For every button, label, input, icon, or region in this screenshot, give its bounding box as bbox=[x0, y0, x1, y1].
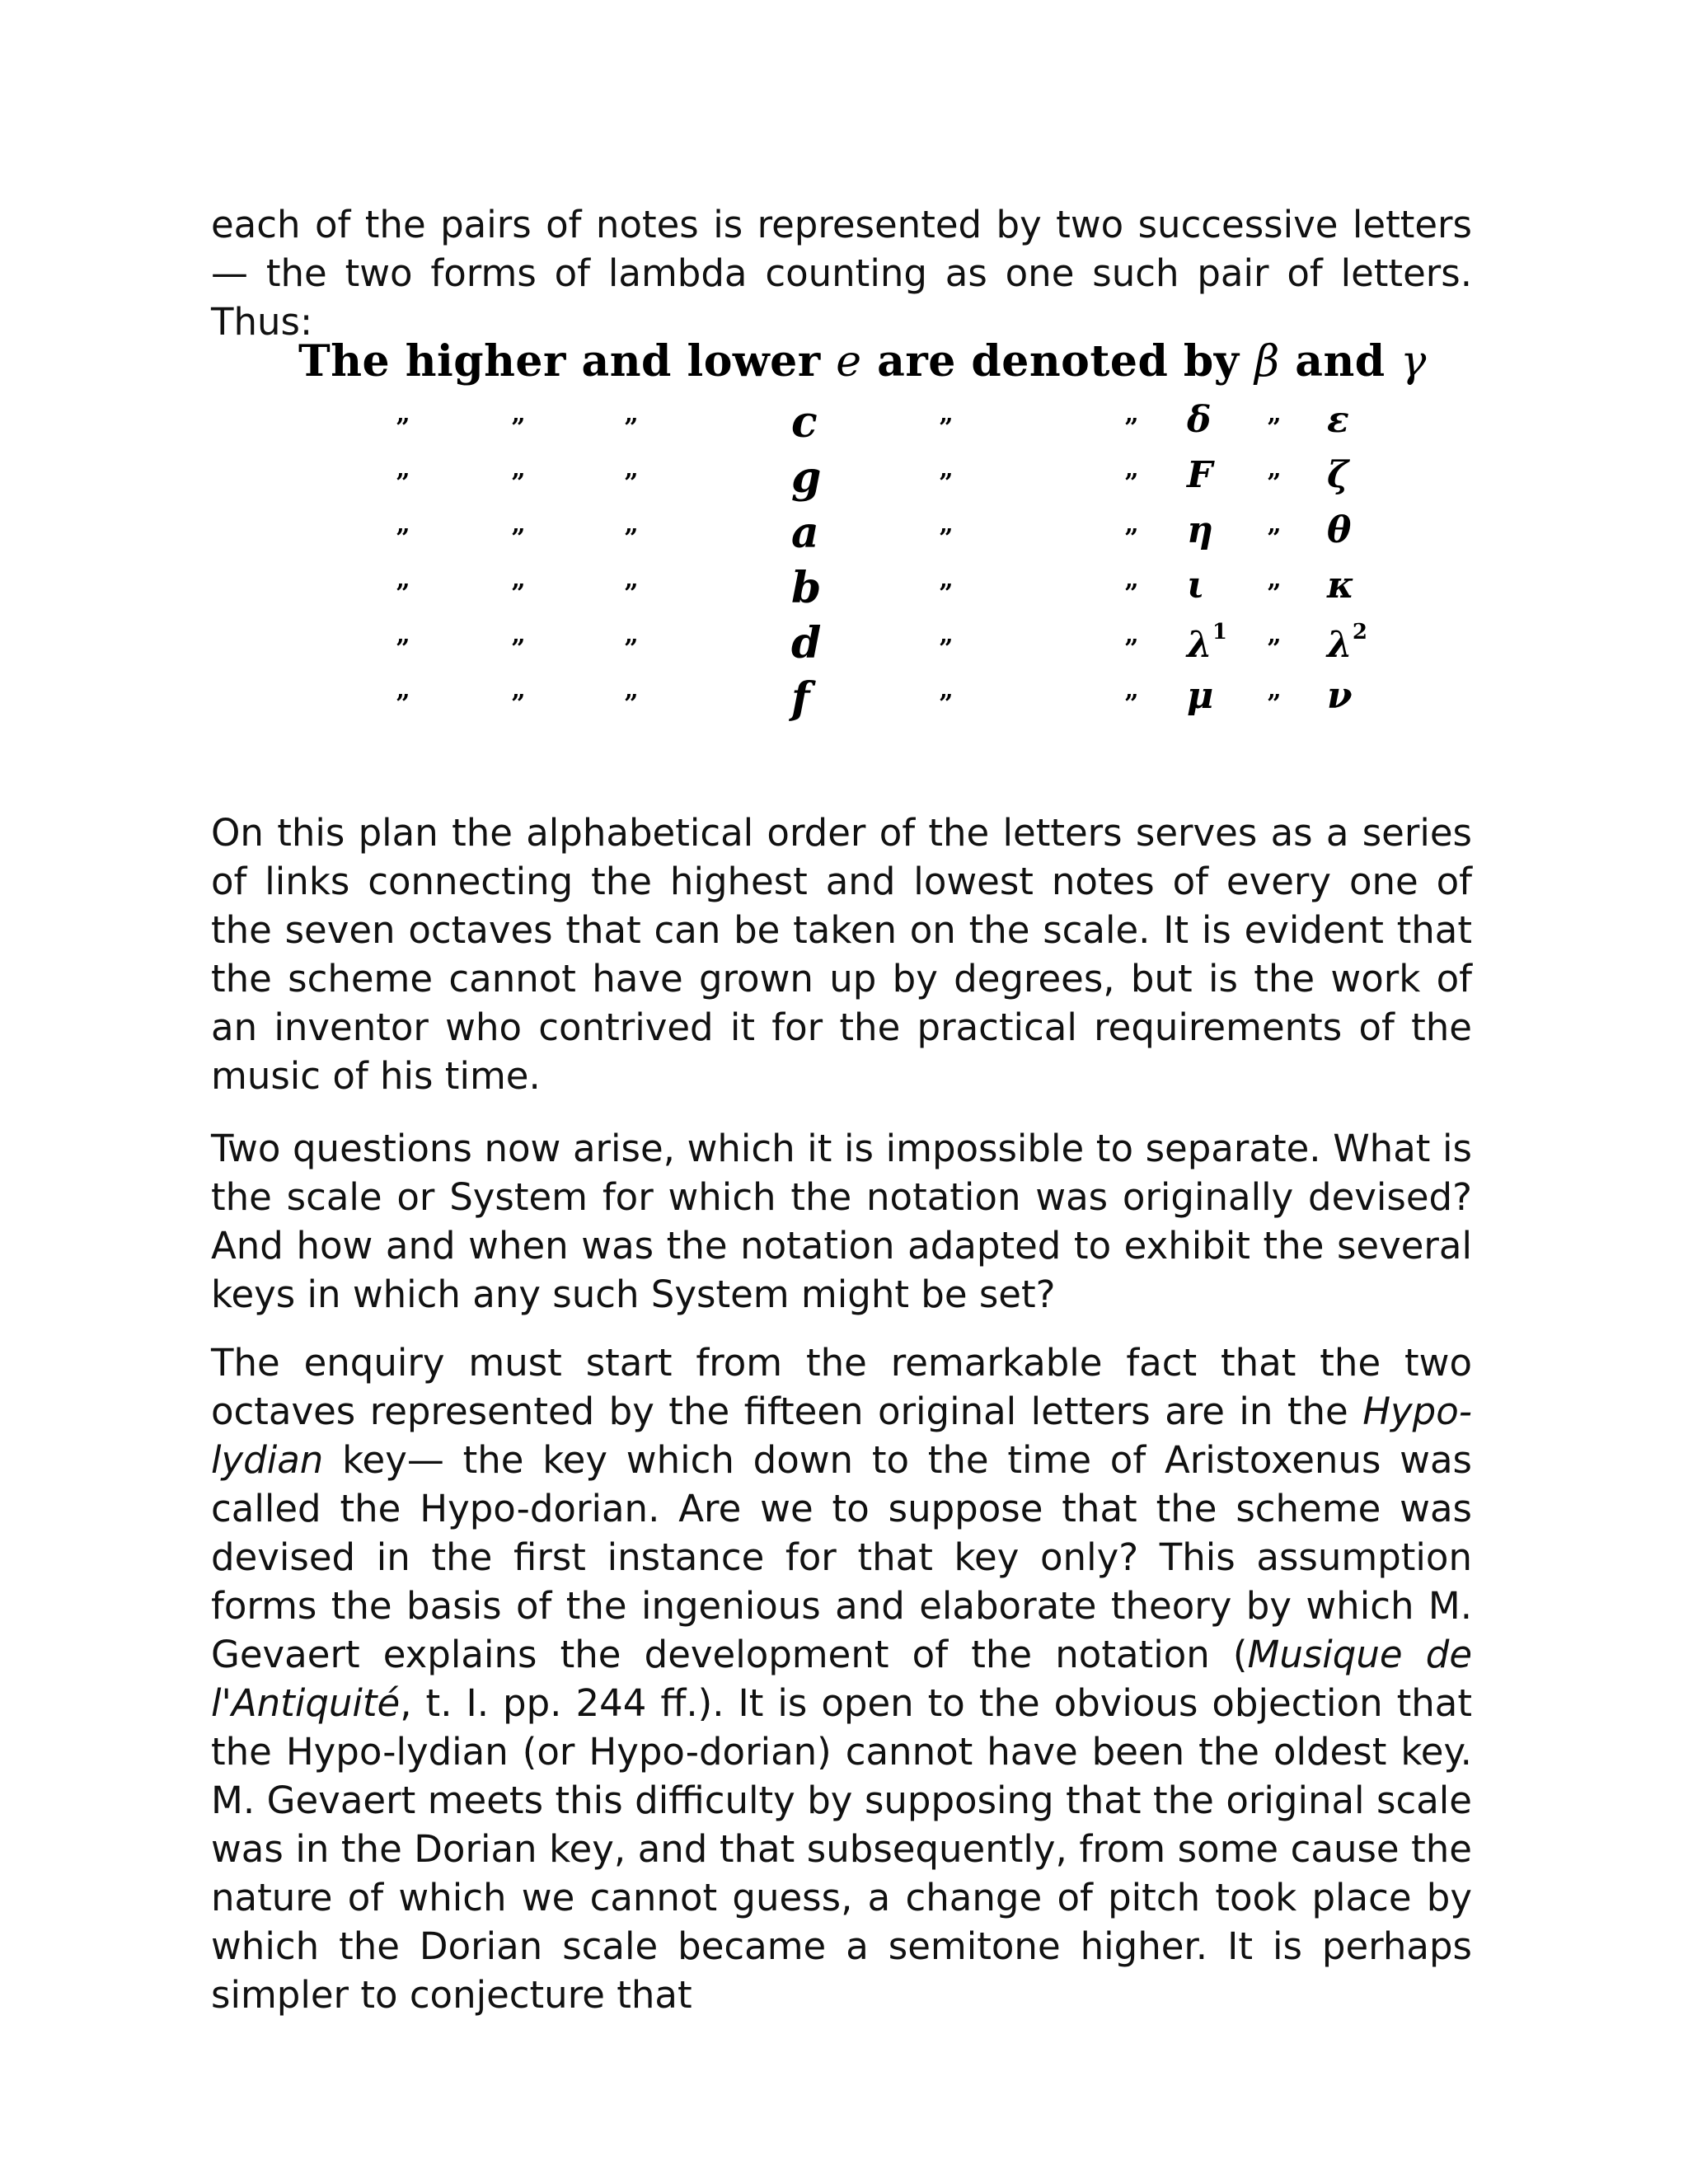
enquiry-text-3: , t. I. pp. 244 ff.). It is open to the obvious objection that the Hypo-lydian (or Hypo-dorian) cannot have been the oldest key. M. Gevaert meets this difficulty by supposing that the original scale was in the Dorian key, and that subsequently, from some cause the nature of which we cannot guess, a change of pitch took place by which the Dorian scale became a semitone higher. It is perhaps simpler to conjecture that bbox=[211, 1681, 1472, 2017]
notation-table bbox=[298, 336, 1427, 732]
ditto-mark: ” bbox=[939, 524, 954, 553]
ditto-mark: ” bbox=[939, 579, 954, 608]
ditto-mark: ” bbox=[511, 469, 526, 498]
ditto-mark: ” bbox=[1124, 579, 1139, 608]
higher-notation-letter bbox=[1187, 620, 1227, 666]
enquiry-italic-key: Hypo-lydian bbox=[211, 1390, 1472, 1482]
lower-notation-letter-base: ν bbox=[1327, 675, 1353, 717]
ditto-mark: ” bbox=[1267, 469, 1282, 498]
ditto-mark: ” bbox=[1124, 414, 1139, 443]
ditto-mark: ” bbox=[396, 635, 410, 663]
heading-lead: The higher and lower bbox=[298, 336, 837, 387]
lower-notation-letter-superscript: 2 bbox=[1352, 620, 1367, 644]
paragraph-enquiry bbox=[211, 1338, 1472, 2019]
ditto-mark: ” bbox=[396, 469, 410, 498]
lower-notation-letter-base: λ bbox=[1327, 624, 1353, 666]
paragraph-questions: Two questions now arise, which it is impossible to separate. What is the scale or System for which the notation was originally devised? And how and when was the notation adapted to exhibit the several keys in which any such System might be set? bbox=[211, 1127, 1472, 1316]
higher-notation-letter-base: δ bbox=[1187, 399, 1212, 441]
lower-notation-letter bbox=[1327, 565, 1354, 607]
ditto-mark: ” bbox=[939, 690, 954, 719]
table-row bbox=[298, 673, 1386, 728]
ditto-mark: ” bbox=[1124, 469, 1139, 498]
heading-note: e bbox=[836, 337, 862, 387]
higher-notation-letter-superscript: 1 bbox=[1212, 620, 1227, 644]
ditto-mark: ” bbox=[939, 414, 954, 443]
higher-notation-letter-base: F bbox=[1187, 454, 1213, 496]
table-heading bbox=[298, 336, 1427, 387]
table-row bbox=[298, 563, 1386, 617]
higher-notation-letter-base: ι bbox=[1187, 565, 1205, 607]
heading-and: and bbox=[1279, 336, 1401, 387]
lower-notation-letter bbox=[1327, 454, 1348, 496]
ditto-mark: ” bbox=[1267, 579, 1282, 608]
ditto-mark: ” bbox=[511, 579, 526, 608]
higher-notation-letter-base: μ bbox=[1187, 675, 1214, 717]
ditto-mark: ” bbox=[1124, 635, 1139, 663]
ditto-mark: ” bbox=[511, 690, 526, 719]
ditto-mark: ” bbox=[396, 579, 410, 608]
lower-notation-letter bbox=[1327, 620, 1367, 666]
paragraph-plan: On this plan the alphabetical order of the letters serves as a series of links connecting the highest and lowest notes of every one of the seven octaves that can be taken on the scale. It is evident that the scheme cannot have grown up by degrees, but is the work of an inventor who contrived it for the practical requirements of the music of his time. bbox=[211, 811, 1472, 1098]
ditto-mark: ” bbox=[511, 414, 526, 443]
ditto-mark: ” bbox=[1124, 690, 1139, 719]
higher-notation-letter bbox=[1187, 454, 1212, 496]
ditto-mark: ” bbox=[1267, 635, 1282, 663]
ditto-mark: ” bbox=[1267, 524, 1282, 553]
ditto-mark: ” bbox=[624, 579, 639, 608]
note-letter: c bbox=[791, 397, 818, 448]
ditto-mark: ” bbox=[624, 690, 639, 719]
ditto-mark: ” bbox=[624, 524, 639, 553]
table-row bbox=[298, 397, 1386, 452]
paragraph-intro: each of the pairs of notes is represented by two successive letters— the two forms of lambda counting as one such pair of letters. Thus: bbox=[211, 203, 1472, 344]
heading-lower-letter: γ bbox=[1400, 337, 1427, 387]
note-letter: g bbox=[791, 452, 822, 503]
ditto-mark: ” bbox=[1124, 524, 1139, 553]
heading-higher-letter: β bbox=[1254, 337, 1280, 387]
enquiry-italic-title: Musique de l'Antiquité bbox=[211, 1633, 1473, 1725]
higher-notation-letter-base: λ bbox=[1187, 624, 1212, 666]
higher-notation-letter bbox=[1187, 565, 1204, 607]
note-letter: d bbox=[791, 618, 822, 668]
higher-notation-letter bbox=[1187, 675, 1213, 717]
lower-notation-letter-base: ζ bbox=[1327, 454, 1349, 496]
ditto-mark: ” bbox=[396, 414, 410, 443]
enquiry-text-1: The enquiry must start from the remarkable fact that the two octaves represented by the fifteen original letters are in the bbox=[211, 1341, 1472, 1433]
ditto-mark: ” bbox=[939, 469, 954, 498]
ditto-mark: ” bbox=[511, 524, 526, 553]
note-letter: b bbox=[791, 563, 822, 613]
table-row bbox=[298, 452, 1386, 507]
note-letter: a bbox=[791, 508, 819, 558]
table-row bbox=[298, 618, 1386, 673]
table-row bbox=[298, 508, 1386, 562]
ditto-mark: ” bbox=[624, 414, 639, 443]
lower-notation-letter-base: ε bbox=[1327, 399, 1349, 441]
ditto-mark: ” bbox=[511, 635, 526, 663]
higher-notation-letter bbox=[1187, 399, 1211, 441]
lower-notation-letter bbox=[1327, 675, 1353, 717]
ditto-mark: ” bbox=[624, 469, 639, 498]
lower-notation-letter bbox=[1327, 399, 1349, 441]
ditto-mark: ” bbox=[396, 524, 410, 553]
ditto-mark: ” bbox=[396, 690, 410, 719]
lower-notation-letter-base: κ bbox=[1327, 565, 1354, 607]
heading-middle: are denoted by bbox=[861, 336, 1255, 387]
ditto-mark: ” bbox=[1267, 690, 1282, 719]
higher-notation-letter bbox=[1187, 509, 1213, 551]
lower-notation-letter bbox=[1327, 509, 1351, 551]
ditto-mark: ” bbox=[1267, 414, 1282, 443]
enquiry-text-2: key— the key which down to the time of Aristoxenus was called the Hypo-dorian. Are we to suppose that the scheme was devised in the first instance for that key only? This assumption forms the basis of the ingenious and elaborate theory by which M. Gevaert explains the development of the notation ( bbox=[211, 1438, 1472, 1676]
note-letter: f bbox=[791, 673, 810, 724]
ditto-mark: ” bbox=[939, 635, 954, 663]
lower-notation-letter-base: θ bbox=[1327, 509, 1352, 551]
higher-notation-letter-base: η bbox=[1187, 509, 1213, 551]
ditto-mark: ” bbox=[624, 635, 639, 663]
